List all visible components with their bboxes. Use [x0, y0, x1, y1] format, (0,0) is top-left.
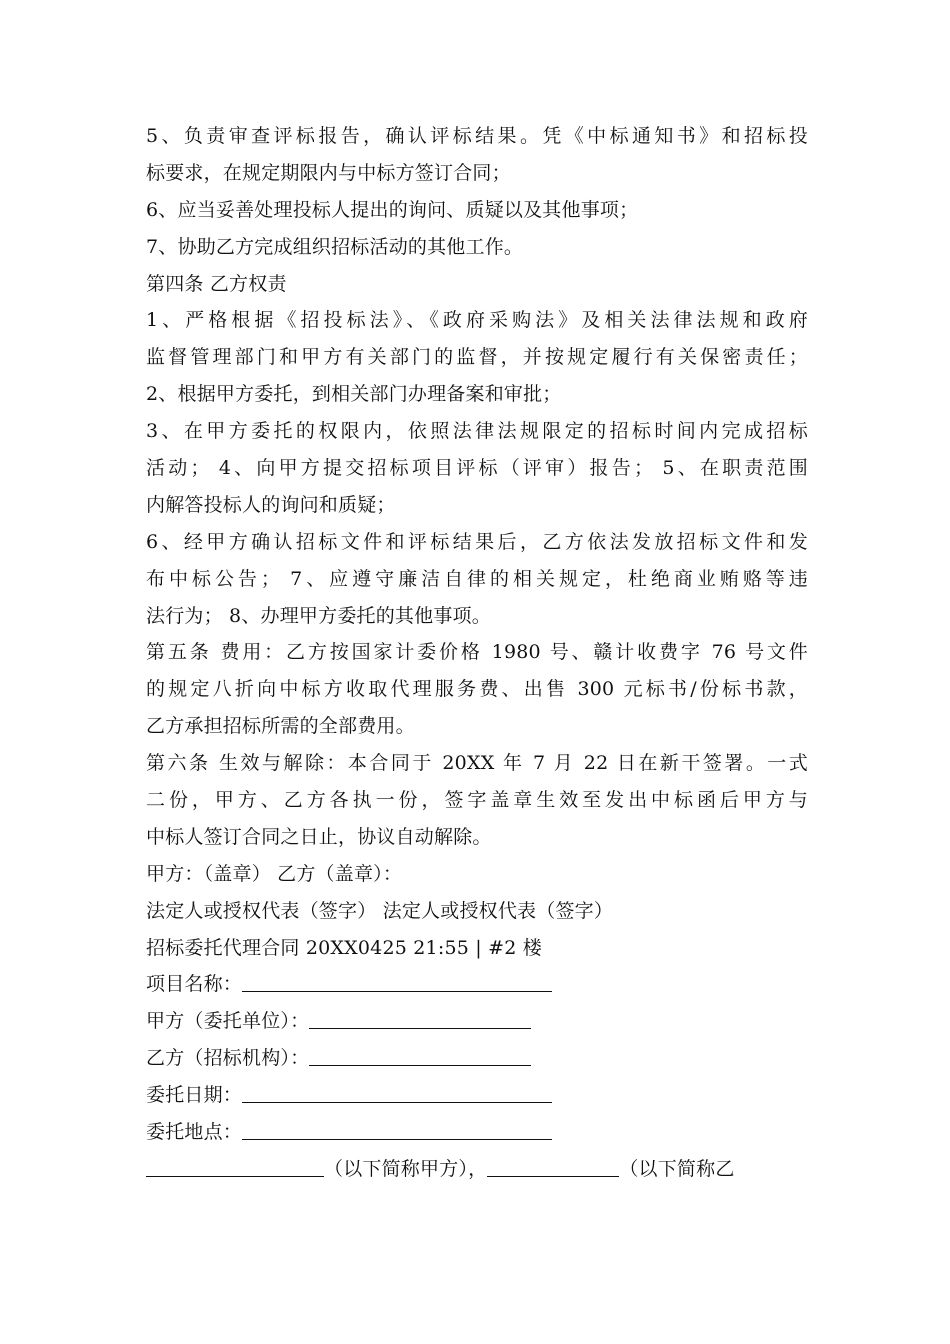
section-heading: 第四条 乙方权责 [146, 272, 287, 295]
blank-line [242, 1081, 552, 1103]
section-heading: 第六条 生效与解除：本合同于 20XX 年 7 月 22 日在新干签署。一式 [146, 752, 808, 775]
blank-line [242, 1118, 552, 1140]
blank-line [309, 1007, 531, 1029]
signature-line: 法定人或授权代表（签字） 法定人或授权代表（签字） [146, 899, 614, 922]
text-line: 监督管理部门和甲方有关部门的监督，并按规定履行有关保密责任； [146, 346, 808, 369]
contract-title: 招标委托代理合同 20XX0425 21:55 | #2 楼 [146, 936, 542, 959]
blank-line [487, 1155, 619, 1177]
text-line: 1、严格根据《招投标法》、《政府采购法》及相关法律法规和政府 [146, 309, 808, 332]
text-line: 活动； 4、向甲方提交招标项目评标（评审）报告； 5、在职责范围 [146, 457, 808, 480]
text-line: 7、协助乙方完成组织招标活动的其他工作。 [146, 235, 524, 258]
text-line: 2、根据甲方委托，到相关部门办理备案和审批； [146, 383, 562, 406]
text-line: 的规定八折向中标方收取代理服务费、出售 300 元标书/份标书款， [146, 678, 808, 701]
section-heading: 第五条 费用：乙方按国家计委价格 1980 号、赣计收费字 76 号文件 [146, 641, 808, 664]
date-field [146, 1077, 808, 1114]
field-label: 甲方（委托单位）： [146, 1010, 310, 1033]
blank-line [309, 1044, 531, 1066]
text-line: 法行为； 8、办理甲方委托的其他事项。 [146, 604, 491, 627]
text-line: 标要求，在规定期限内与中标方签订合同； [146, 161, 511, 184]
field-label: 项目名称： [146, 973, 243, 996]
text-line: 中标人签订合同之日止，协议自动解除。 [146, 825, 492, 848]
text-line: 6、经甲方确认招标文件和评标结果后，乙方依法发放招标文件和发 [146, 530, 808, 553]
text-line: 内解答投标人的询问和质疑； [146, 493, 396, 516]
text-fragment: （以下简称乙 [619, 1157, 735, 1180]
text-line: 6、应当妥善处理投标人提出的询问、质疑以及其他事项； [146, 198, 639, 221]
party-b-field [146, 1040, 808, 1077]
parties-intro-line [146, 1151, 808, 1188]
text-fragment: （以下简称甲方）， [324, 1157, 488, 1180]
party-a-field [146, 1003, 808, 1040]
text-line: 5、负责审查评标报告，确认评标结果。凭《中标通知书》和招标投 [146, 125, 808, 147]
blank-line [146, 1155, 324, 1177]
signature-line: 甲方：（盖章） 乙方（盖章）： [146, 862, 403, 885]
field-label: 委托地点： [146, 1121, 243, 1144]
place-field [146, 1114, 808, 1151]
field-label: 乙方（招标机构）： [146, 1047, 310, 1070]
field-label: 委托日期： [146, 1084, 243, 1107]
text-line: 乙方承担招标所需的全部费用。 [146, 715, 415, 738]
text-line: 3、在甲方委托的权限内，依照法律法规限定的招标时间内完成招标 [146, 420, 808, 443]
text-line: 二份，甲方、乙方各执一份，签字盖章生效至发出中标函后甲方与 [146, 789, 808, 812]
text-line: 布中标公告； 7、应遵守廉洁自律的相关规定，杜绝商业贿赂等违 [146, 567, 808, 590]
project-name-field [146, 966, 808, 1003]
document-body [146, 118, 808, 1188]
blank-line [242, 970, 552, 992]
